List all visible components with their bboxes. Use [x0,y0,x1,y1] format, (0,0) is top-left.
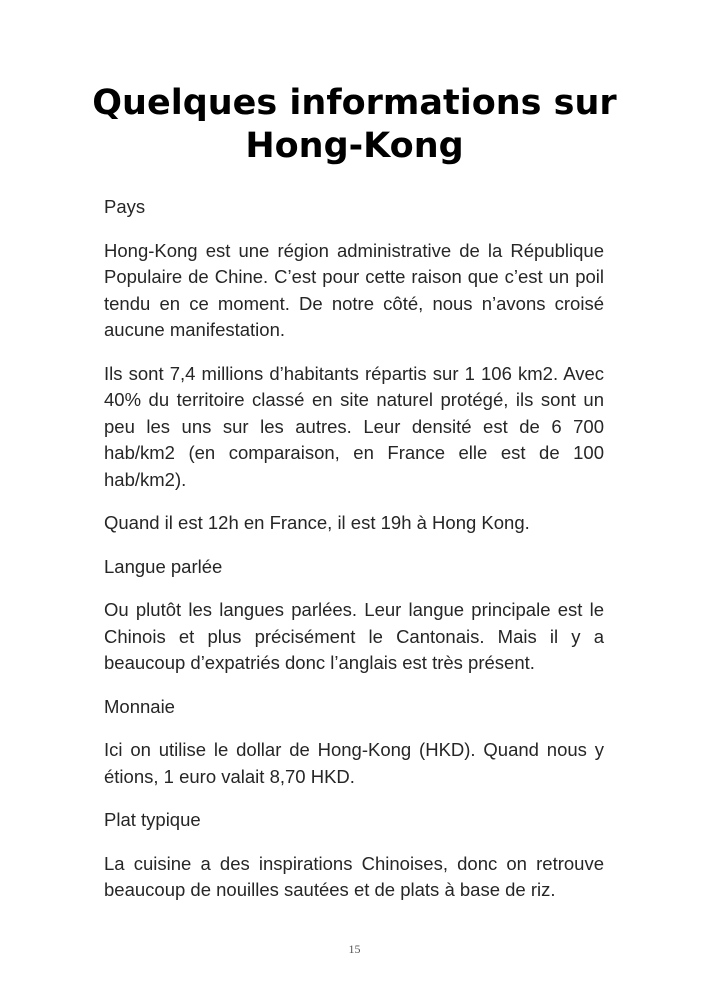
paragraph-langue: Ou plutôt les langues parlées. Leur langue principale est le Chinois et plus précisément le Cantonais. Mais il y a beaucoup d’expatriés donc l’anglais est très présent. [104,599,604,673]
section-heading-pays: Pays [104,196,146,217]
section-heading-plat: Plat typique [104,809,201,830]
paragraph-monnaie: Ici on utilise le dollar de Hong-Kong (HKD). Quand nous y étions, 1 euro valait 8,70 HKD. [104,739,604,787]
paragraph-plat: La cuisine a des inspirations Chinoises, donc on retrouve beaucoup de nouilles sautées et de plats à base de riz. [104,852,604,900]
page-title: Quelques informations sur Hong-Kong [92,83,617,166]
paragraph-pays-timezone: Quand il est 12h en France, il est 19h à Hong Kong. [104,512,530,533]
page-number: 15 [348,942,361,956]
section-heading-langue: Langue parlée [104,555,223,577]
paragraph-pays-population: Ils sont 7,4 millions d’habitants répartis sur 1 106 km2. Avec 40% du territoire classé en site naturel protégé, ils sont un peu les uns sur les autres. Leur densité est de 6 700 hab/km2 (en comparaison, en France elle est de 100 hab/km2). [104,362,604,490]
paragraph-pays-region: Hong-Kong est une région administrative de la République Populaire de Chine. C’est pour cette raison que c’est un poil tendu en ce moment. De notre côté, nous n’avons croisé aucune manifestation. [104,239,604,340]
section-heading-monnaie: Monnaie [104,695,175,717]
document-body [104,194,604,921]
